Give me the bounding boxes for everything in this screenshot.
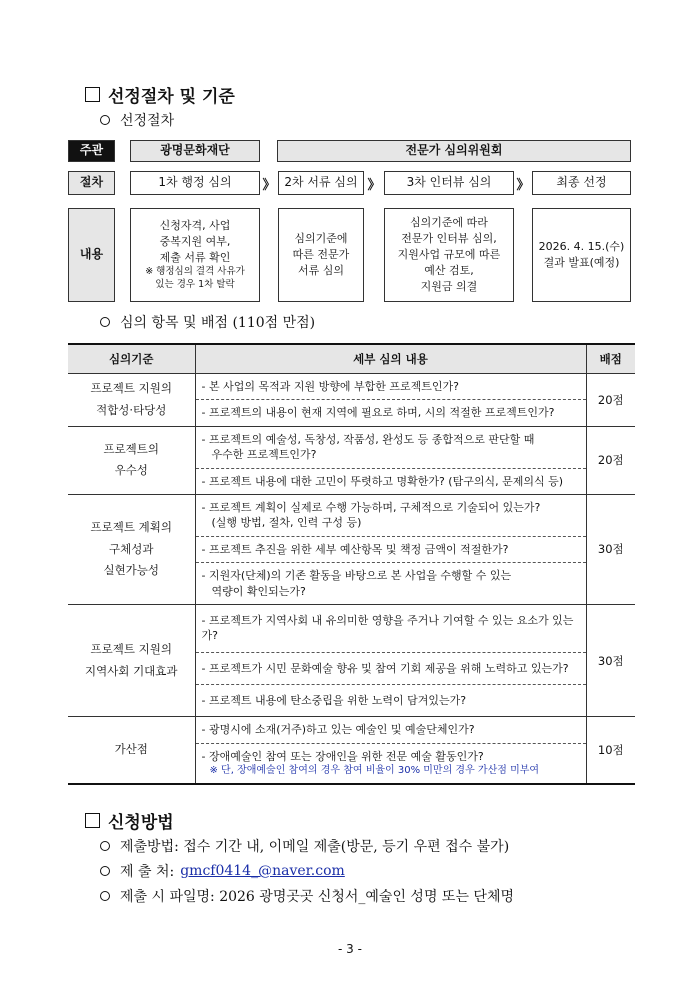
page-number: - 3 -	[338, 942, 362, 956]
procedure-label: 절차	[68, 171, 115, 195]
content-label: 내용	[68, 208, 115, 302]
host-org-foundation: 광명문화재단	[130, 140, 260, 162]
checkbox-icon	[85, 87, 100, 102]
list-item: - 프로젝트 내용에 탄소중립을 위한 노력이 담겨있는가?	[201, 694, 467, 708]
submission-method: 제출방법: 접수 기간 내, 이메일 제출(방문, 등기 우편 접수 불가)	[100, 836, 509, 856]
circle-bullet-icon	[100, 866, 110, 876]
circle-bullet-icon	[100, 891, 110, 901]
table-row	[68, 374, 635, 427]
list-item: - 지원자(단체)의 기존 활동을 바탕으로 본 사업을 수행할 수 있는 역량이 확인되는가?	[201, 569, 512, 598]
table-row	[68, 494, 635, 604]
procedure-step-2: 2차 서류 심의	[278, 171, 364, 195]
criteria-cell: 프로젝트 계획의 구체성과 실현가능성	[68, 494, 195, 604]
criteria-cell: 프로젝트의 우수성	[68, 426, 195, 494]
procedure-step-3: 3차 인터뷰 심의	[384, 171, 514, 195]
submission-filename: 제출 시 파일명: 2026 광명곳곳 신청서_예술인 성명 또는 단체명	[100, 886, 514, 906]
circle-bullet-icon	[100, 317, 110, 327]
procedure-step-final: 최종 선정	[532, 171, 631, 195]
score-cell: 20점	[586, 426, 635, 494]
list-item: - 프로젝트 추진을 위한 세부 예산항목 및 책정 금액이 적절한가?	[196, 537, 586, 563]
score-cell: 30점	[586, 494, 635, 604]
submission-address: 제 출 처: gmcf0414_@naver.com	[100, 861, 345, 881]
score-cell: 20점	[586, 374, 635, 427]
header-criteria: 심의기준	[68, 344, 195, 374]
list-item: - 프로젝트가 시민 문화예술 향유 및 참여 기회 제공을 위해 노력하고 있는가?	[196, 653, 586, 685]
criteria-cell: 프로젝트 지원의 적합성·타당성	[68, 374, 195, 427]
table-row	[68, 717, 635, 784]
arrow-icon: 》	[367, 177, 381, 193]
details-cell	[195, 426, 586, 494]
score-cell: 10점	[586, 717, 635, 784]
content-box-admin: 신청자격, 사업 중복지원 여부, 제출 서류 확인 ※ 행정심의 결격 사유가 있는 경우 1차 탈락	[130, 208, 260, 302]
subheading-procedure: 선정절차	[100, 110, 174, 130]
table-row	[68, 426, 635, 494]
list-item: - 프로젝트의 예술성, 독창성, 작품성, 완성도 등 종합적으로 판단할 때 우수한 프로젝트인가?	[196, 427, 586, 469]
subheading-criteria: 심의 항목 및 배점 (110점 만점)	[100, 312, 315, 332]
criteria-cell: 가산점	[68, 717, 195, 784]
list-item: - 프로젝트가 지역사회 내 유의미한 영향을 주거나 기여할 수 있는 요소가 있는가?	[196, 605, 586, 653]
host-label: 주관	[68, 140, 115, 162]
content-box-interview: 심의기준에 따라 전문가 인터뷰 심의, 지원사업 규모에 따른 예산 검토, 지원금 의결	[384, 208, 514, 302]
list-item: - 장애예술인 참여 또는 장애인을 위한 전문 예술 활동인가? ※ 단, 장애예술인 참여의 경우 참여 비율이 30% 미만의 경우 가산점 미부여	[196, 744, 586, 783]
header-details: 세부 심의 내용	[195, 344, 586, 374]
table-row	[68, 604, 635, 717]
content-box-document: 심의기준에 따른 전문가 서류 심의	[278, 208, 364, 302]
header-score: 배점	[586, 344, 635, 374]
host-org-committee: 전문가 심의위원회	[277, 140, 631, 162]
circle-bullet-icon	[100, 115, 110, 125]
checkbox-icon	[85, 813, 100, 828]
list-item: - 본 사업의 목적과 지원 방향에 부합한 프로젝트인가?	[196, 374, 586, 400]
procedure-step-1: 1차 행정 심의	[130, 171, 260, 195]
details-cell	[195, 374, 586, 427]
email-link[interactable]: gmcf0414_@naver.com	[180, 863, 345, 879]
content-box-final: 2026. 4. 15.(수) 결과 발표(예정)	[532, 208, 631, 302]
details-cell	[195, 717, 586, 784]
criteria-cell: 프로젝트 지원의 지역사회 기대효과	[68, 604, 195, 717]
circle-bullet-icon	[100, 841, 110, 851]
list-item: - 광명시에 소재(거주)하고 있는 예술인 및 예술단체인가?	[196, 717, 586, 743]
evaluation-table	[68, 343, 635, 785]
section-title-selection: 선정절차 및 기준	[85, 82, 235, 107]
list-item: - 프로젝트 내용에 대한 고민이 뚜렷하고 명확한가? (탐구의식, 문제의식 등)	[201, 474, 564, 488]
details-cell	[195, 494, 586, 604]
arrow-icon: 》	[516, 177, 530, 193]
list-item: - 프로젝트의 내용이 현재 지역에 필요로 하며, 시의 적절한 프로젝트인가?	[201, 406, 555, 420]
arrow-icon: 》	[262, 177, 276, 193]
bonus-note: ※ 단, 장애예술인 참여의 경우 참여 비율이 30% 미만의 경우 가산점 미부여	[209, 765, 540, 777]
score-cell: 30점	[586, 604, 635, 717]
list-item: - 프로젝트 계획이 실제로 수행 가능하며, 구체적으로 기술되어 있는가? (실행 방법, 절차, 인력 구성 등)	[196, 495, 586, 537]
section-title-application: 신청방법	[85, 808, 174, 833]
details-cell	[195, 604, 586, 717]
